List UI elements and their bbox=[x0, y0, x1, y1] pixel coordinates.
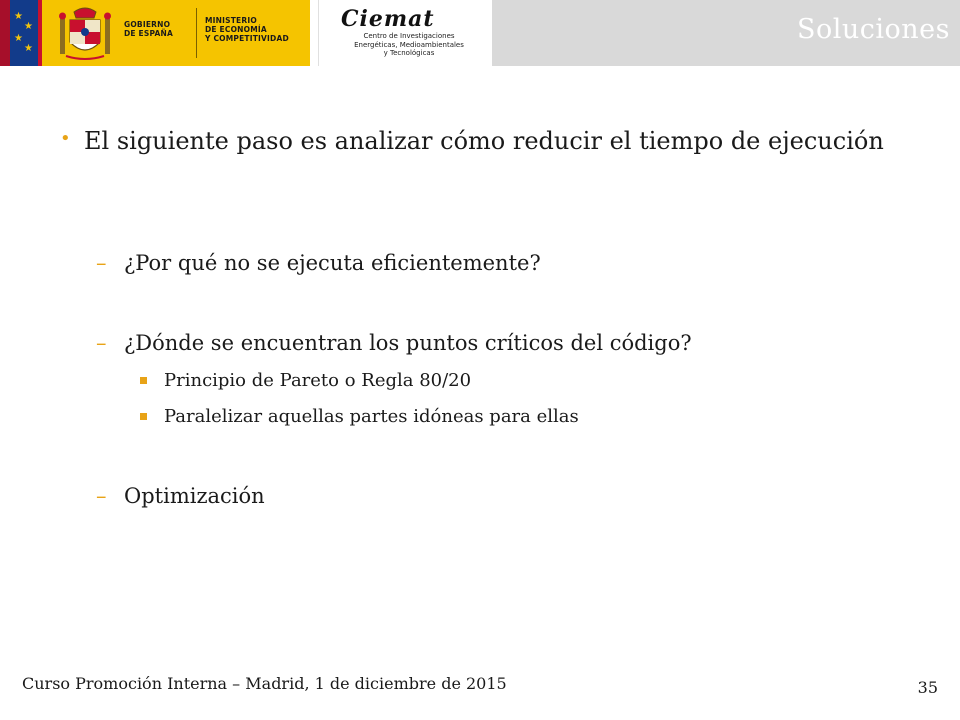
star-icon: ★ bbox=[14, 33, 23, 44]
sub-sub-bullet-text: Paralelizar aquellas partes idóneas para ellas bbox=[164, 406, 579, 427]
dash-icon: – bbox=[96, 331, 107, 355]
main-bullet-text: El siguiente paso es analizar cómo reducir el tiempo de ejecución bbox=[84, 127, 884, 155]
main-bullet bbox=[60, 124, 914, 158]
sub-bullet bbox=[96, 330, 692, 356]
footer-text: Curso Promoción Interna – Madrid, 1 de diciembre de 2015 bbox=[22, 674, 507, 693]
dash-icon: – bbox=[96, 484, 107, 508]
dash-icon: – bbox=[96, 251, 107, 275]
ciemat-logo: Ciemat bbox=[341, 6, 435, 32]
sub-bullet bbox=[96, 483, 265, 509]
ciemat-desc-line: Energéticas, Medioambientales bbox=[354, 40, 464, 49]
square-bullet-icon bbox=[140, 377, 147, 384]
sub-bullet-text: ¿Dónde se encuentran los puntos críticos del código? bbox=[124, 331, 692, 355]
square-bullet-icon bbox=[140, 413, 147, 420]
sub-bullet-text: ¿Por qué no se ejecuta eficientemente? bbox=[124, 251, 541, 275]
sub-bullet-text: Optimización bbox=[124, 484, 265, 508]
sub-sub-bullet bbox=[164, 370, 471, 392]
sub-sub-bullet-text: Principio de Pareto o Regla 80/20 bbox=[164, 370, 472, 391]
star-icon: ★ bbox=[24, 43, 33, 54]
bullet-dot-icon: • bbox=[60, 128, 71, 149]
ministry-line: MINISTERIO bbox=[205, 16, 257, 25]
page-number: 35 bbox=[917, 678, 938, 697]
gov-line: DE ESPAÑA bbox=[124, 29, 173, 38]
sub-sub-bullet bbox=[164, 406, 579, 428]
ministry-line: Y COMPETITIVIDAD bbox=[205, 34, 289, 43]
gov-line: GOBIERNO bbox=[124, 20, 171, 29]
star-icon: ★ bbox=[14, 11, 23, 22]
sub-bullet bbox=[96, 250, 541, 276]
ciemat-desc-line: Centro de Investigaciones bbox=[363, 32, 455, 40]
ministry-line: DE ECONOMÍA bbox=[205, 25, 267, 34]
star-icon: ★ bbox=[24, 21, 33, 32]
ciemat-desc-line: y Tecnológicas bbox=[383, 49, 435, 57]
slide-title: Soluciones bbox=[796, 14, 950, 45]
